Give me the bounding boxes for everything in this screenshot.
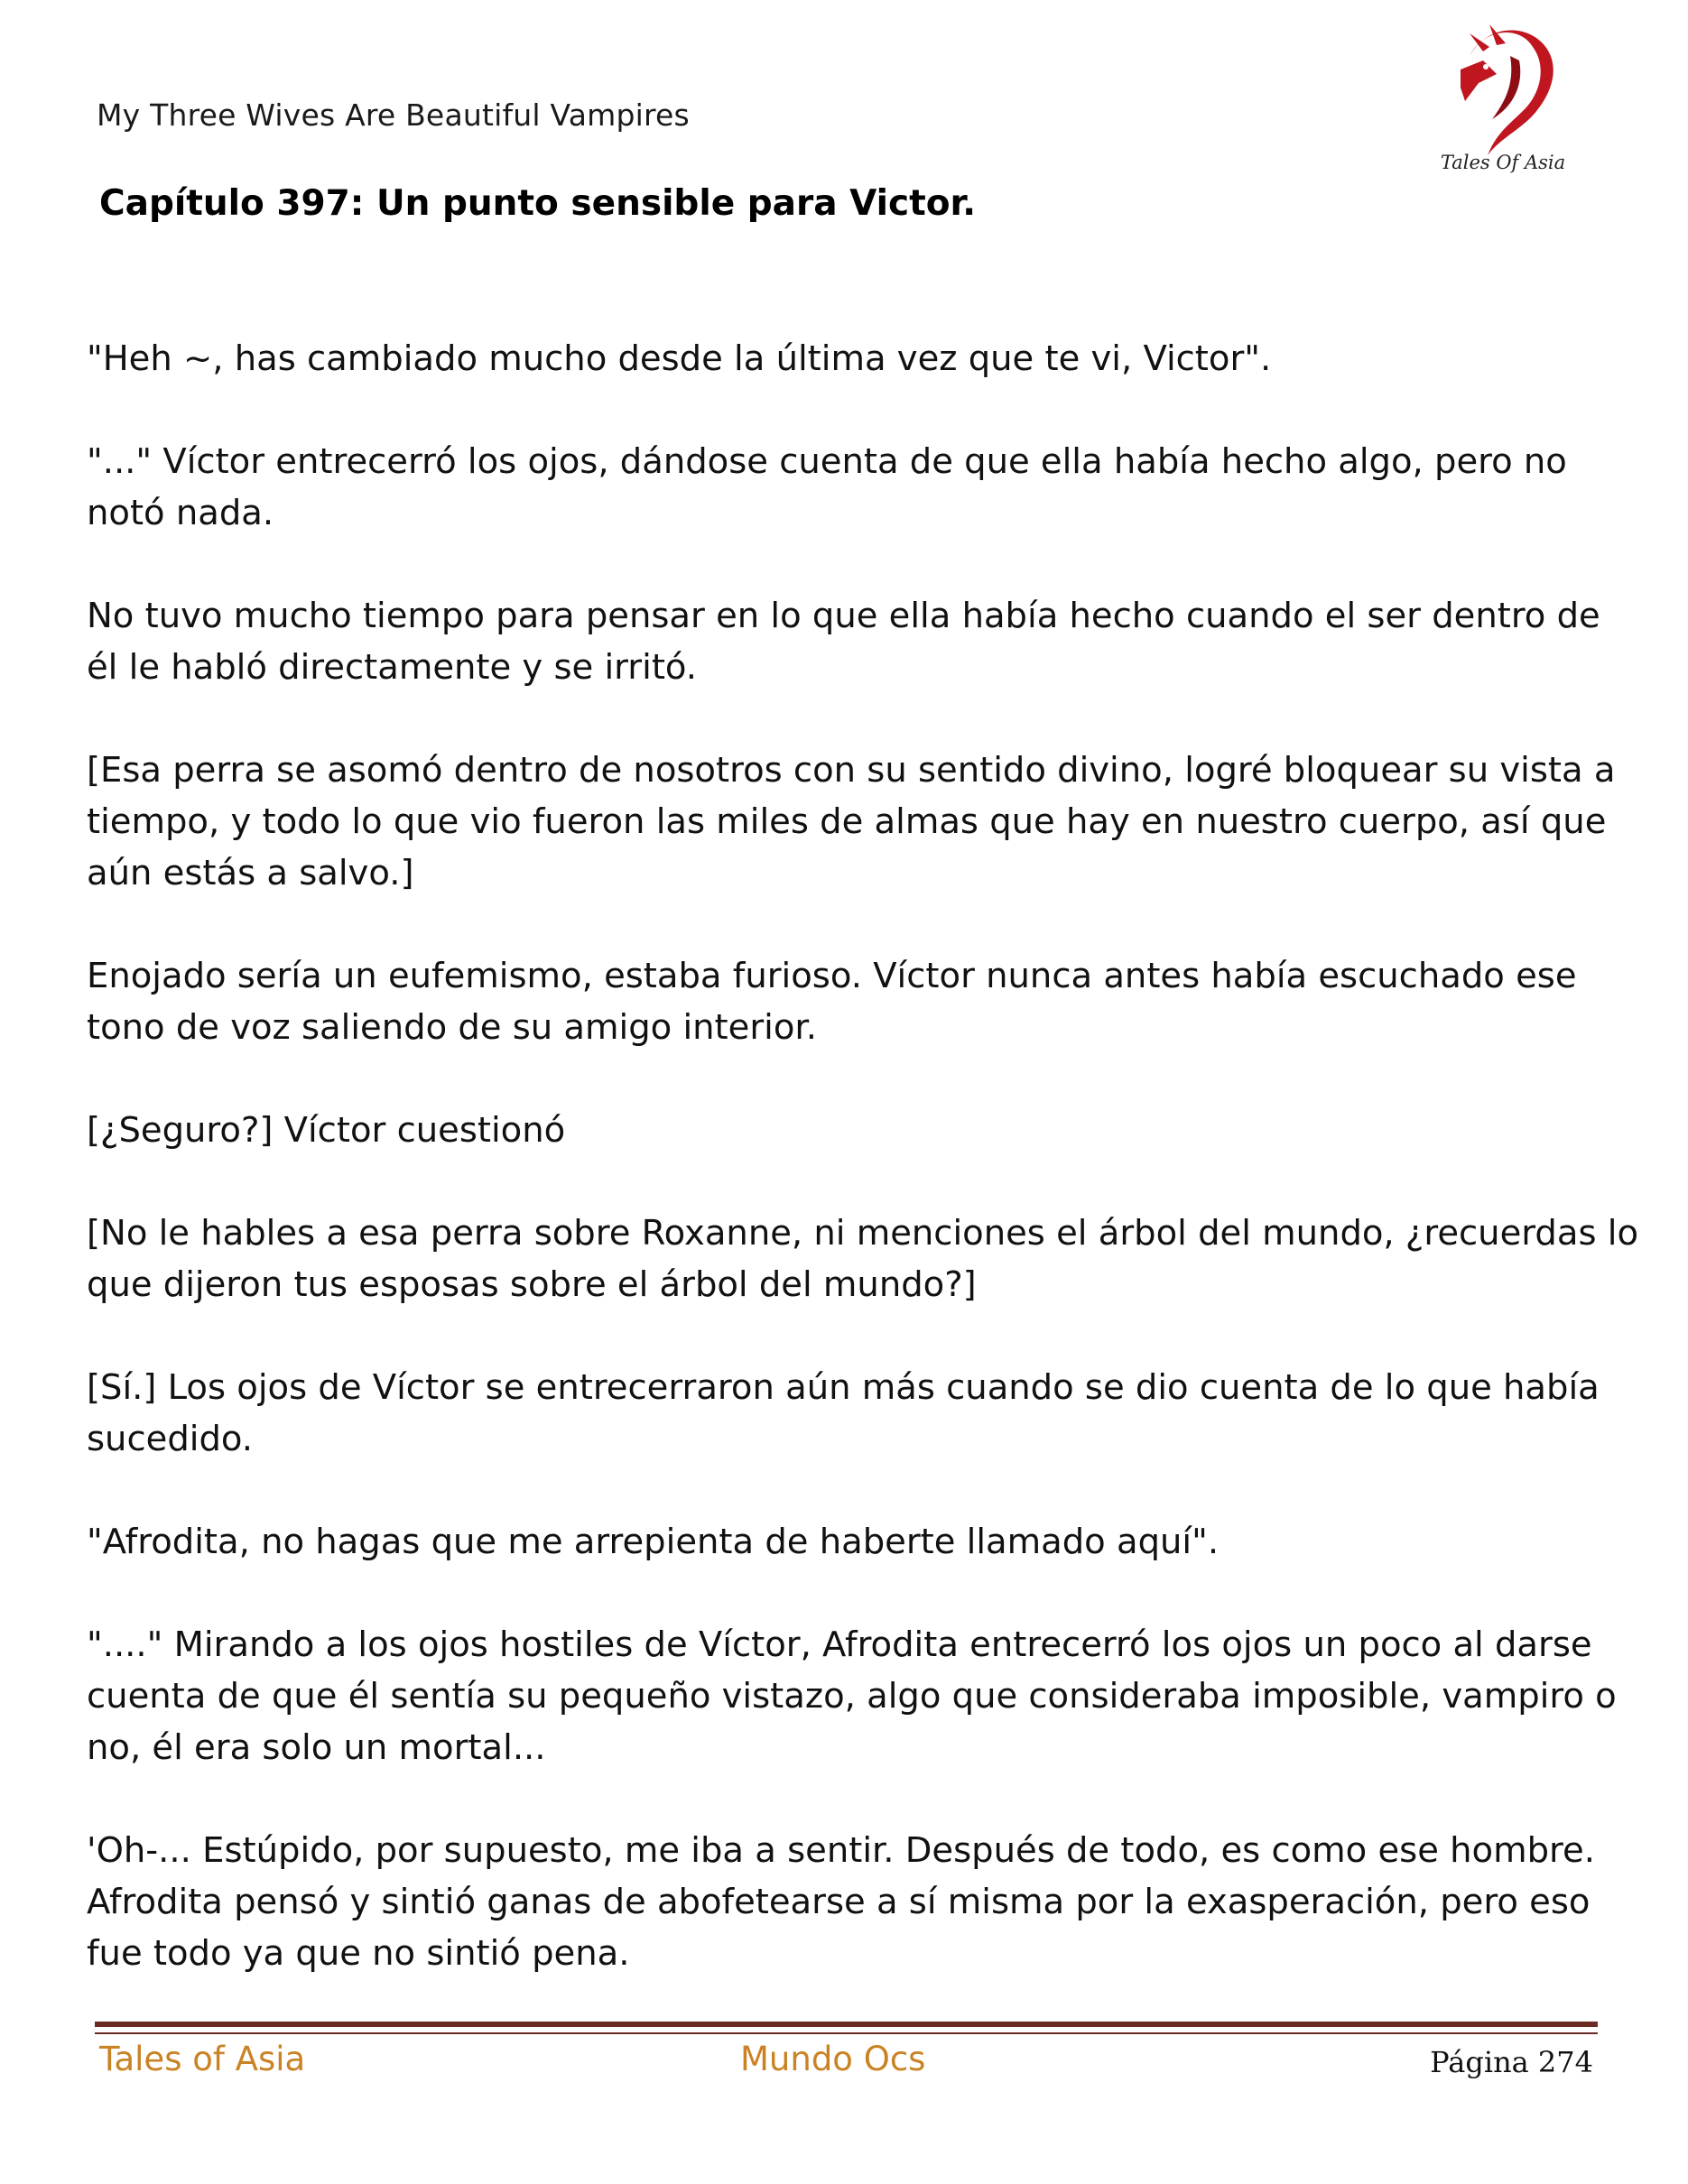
paragraph: "Afrodita, no hagas que me arrepienta de haberte llamado aquí".	[87, 1522, 1220, 1562]
paragraph: Enojado sería un eufemismo, estaba furioso. Víctor nunca antes había escuchado ese tono de voz saliendo de su amigo interior.	[87, 956, 1577, 1048]
paragraph: No tuvo mucho tiempo para pensar en lo que ella había hecho cuando el ser dentro de él le habló directamente y se irritó.	[87, 596, 1600, 688]
chapter-title: Capítulo 397: Un punto sensible para Victor.	[99, 183, 977, 224]
paragraph: [Esa perra se asomó dentro de nosotros con su sentido divino, logré bloquear su vista a tiempo, y todo lo que vio fueron las miles de almas que hay en nuestro cuerpo, así que aún estás a salvo.]	[87, 750, 1616, 893]
footer-section-name: Mundo Ocs	[740, 2040, 926, 2078]
book-title: My Three Wives Are Beautiful Vampires	[97, 97, 690, 133]
paragraph: [Sí.] Los ojos de Víctor se entrecerraron aún más cuando se dio cuenta de lo que había sucedido.	[87, 1367, 1600, 1459]
paragraph: [¿Seguro?] Víctor cuestionó	[87, 1110, 566, 1151]
footer-site-name: Tales of Asia	[99, 2040, 306, 2078]
paragraph: 'Oh-... Estúpido, por supuesto, me iba a sentir. Después de todo, es como ese hombre. Afrodita pensó y sintió ganas de abofetearse a sí misma por la exasperación, pero eso fue todo ya que no sintió pena.	[87, 1830, 1595, 1974]
footer-divider	[95, 2022, 1598, 2027]
chapter-content	[87, 333, 1639, 2031]
paragraph: "Heh ~, has cambiado mucho desde la última vez que te vi, Victor".	[87, 338, 1272, 379]
page-number: Página 274	[1430, 2045, 1593, 2079]
paragraph: "...." Mirando a los ojos hostiles de Víctor, Afrodita entrecerró los ojos un poco al darse cuenta de que él sentía su pequeño vistazo, algo que consideraba imposible, vampiro o no, él era solo un mortal...	[87, 1624, 1617, 1768]
paragraph: "..." Víctor entrecerró los ojos, dándose cuenta de que ella había hecho algo, pero no notó nada.	[87, 441, 1567, 533]
footer-divider-thin	[95, 2032, 1598, 2034]
paragraph: [No le hables a esa perra sobre Roxanne, ni menciones el árbol del mundo, ¿recuerdas lo que dijeron tus esposas sobre el árbol del mundo?]	[87, 1213, 1639, 1305]
logo-text: Tales Of Asia	[1440, 152, 1566, 173]
